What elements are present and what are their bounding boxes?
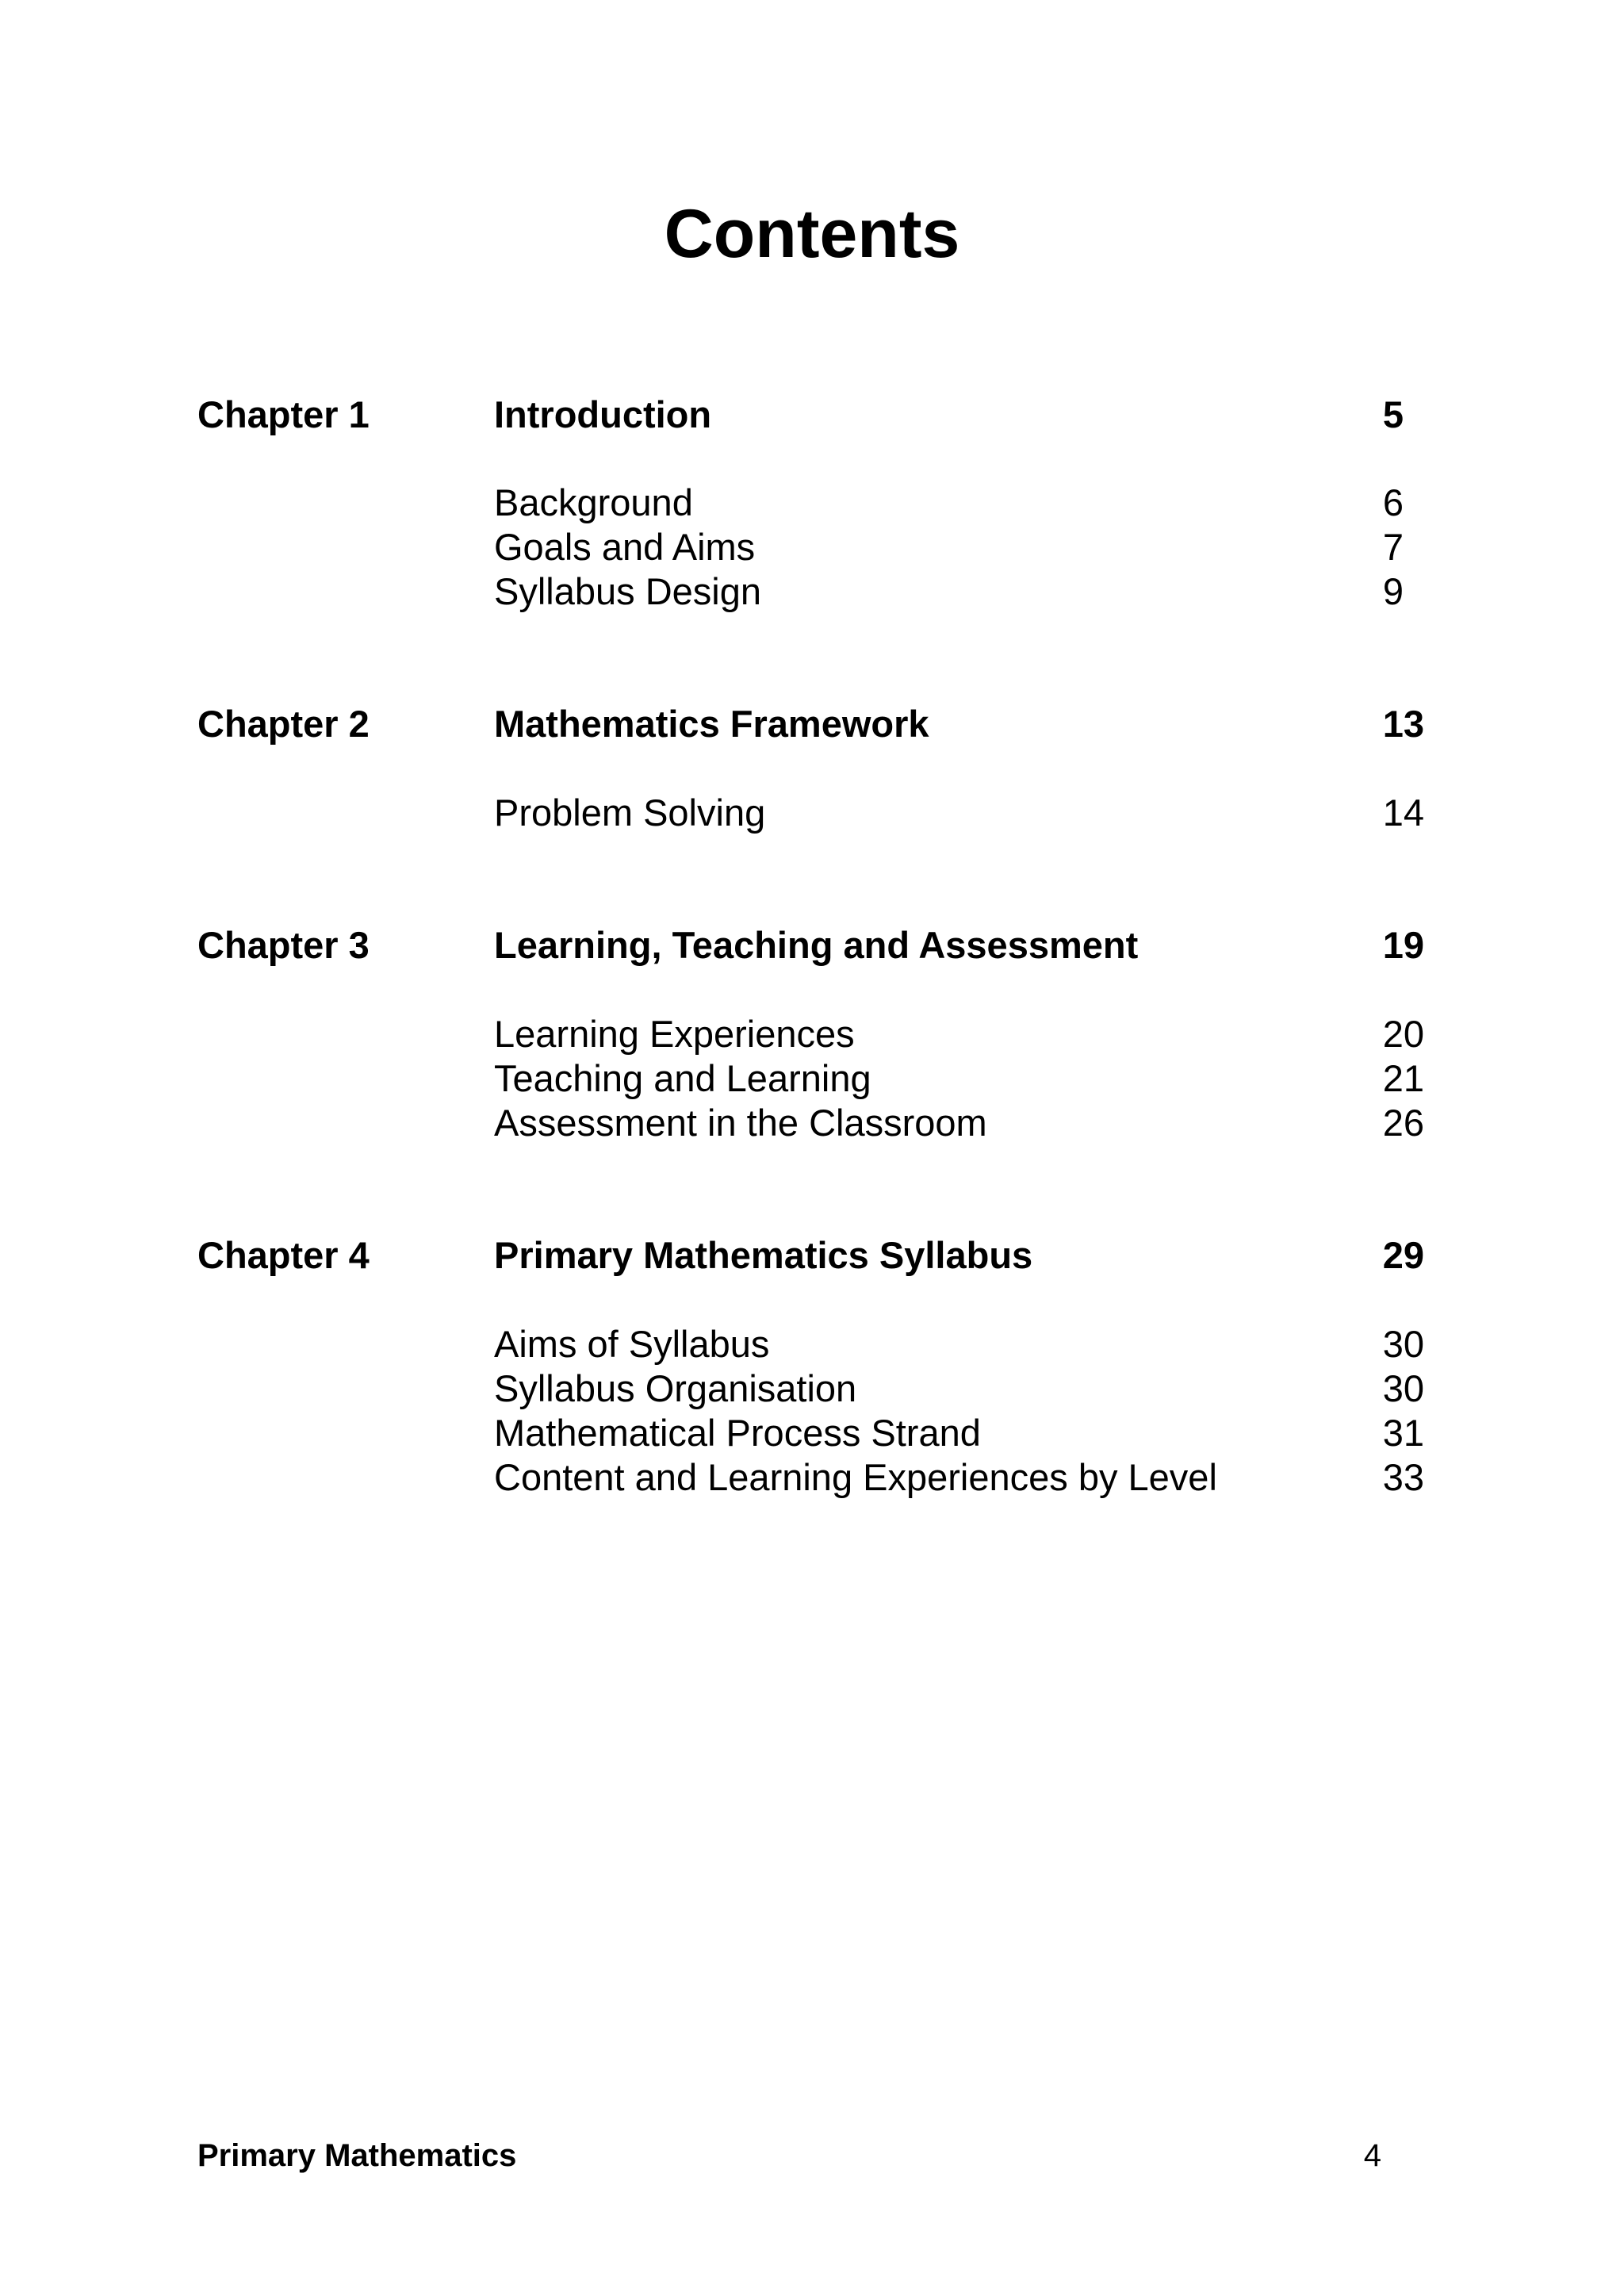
section-title: Syllabus Organisation	[494, 1367, 857, 1409]
section-title: Aims of Syllabus	[494, 1323, 770, 1365]
section-page-number: 7	[1382, 526, 1404, 568]
section-row[interactable]	[0, 525, 1624, 569]
section-page-number: 30	[1382, 1367, 1424, 1409]
chapter-page-number: 13	[1382, 703, 1424, 745]
chapter-1-heading-row[interactable]	[0, 393, 1624, 437]
section-row[interactable]	[0, 1101, 1624, 1145]
section-title: Content and Learning Experiences by Level	[494, 1456, 1217, 1498]
section-row[interactable]	[0, 1322, 1624, 1366]
chapter-title: Learning, Teaching and Assessment	[494, 924, 1139, 966]
section-page-number: 9	[1382, 570, 1404, 612]
page-footer	[0, 2133, 1624, 2178]
section-title: Syllabus Design	[494, 570, 762, 612]
chapter-title: Introduction	[494, 393, 712, 435]
section-title: Problem Solving	[494, 792, 766, 834]
footer-title: Primary Mathematics	[197, 2138, 517, 2173]
section-page-number: 30	[1382, 1323, 1424, 1365]
section-row[interactable]	[0, 791, 1624, 835]
page-title: Contents	[664, 196, 960, 272]
section-page-number: 31	[1382, 1412, 1424, 1454]
section-row[interactable]	[0, 569, 1624, 614]
section-page-number: 6	[1382, 481, 1404, 523]
chapter-3-heading-row[interactable]	[0, 923, 1624, 968]
chapter-label: Chapter 4	[197, 1234, 370, 1276]
chapter-page-number: 19	[1382, 924, 1424, 966]
section-page-number: 21	[1382, 1057, 1424, 1099]
section-row[interactable]	[0, 481, 1624, 525]
section-title: Learning Experiences	[494, 1013, 855, 1055]
section-page-number: 14	[1382, 792, 1424, 834]
section-title: Teaching and Learning	[494, 1057, 871, 1099]
section-row[interactable]	[0, 1012, 1624, 1056]
section-row[interactable]	[0, 1411, 1624, 1455]
chapter-page-number: 5	[1382, 393, 1404, 435]
section-row[interactable]	[0, 1056, 1624, 1101]
footer-page-number: 4	[1363, 2138, 1381, 2173]
section-title: Background	[494, 481, 693, 523]
section-title: Assessment in the Classroom	[494, 1102, 987, 1144]
chapter-title: Primary Mathematics Syllabus	[494, 1234, 1033, 1276]
section-title: Mathematical Process Strand	[494, 1412, 981, 1454]
chapter-page-number: 29	[1382, 1234, 1424, 1276]
chapter-label: Chapter 1	[197, 393, 370, 435]
section-row[interactable]	[0, 1366, 1624, 1411]
section-title: Goals and Aims	[494, 526, 756, 568]
chapter-title: Mathematics Framework	[494, 703, 929, 745]
section-page-number: 26	[1382, 1102, 1424, 1144]
chapter-label: Chapter 3	[197, 924, 370, 966]
chapter-4-heading-row[interactable]	[0, 1233, 1624, 1278]
section-page-number: 33	[1382, 1456, 1424, 1498]
section-page-number: 20	[1382, 1013, 1424, 1055]
chapter-2-heading-row[interactable]	[0, 702, 1624, 746]
chapter-label: Chapter 2	[197, 703, 370, 745]
section-row[interactable]	[0, 1455, 1624, 1500]
